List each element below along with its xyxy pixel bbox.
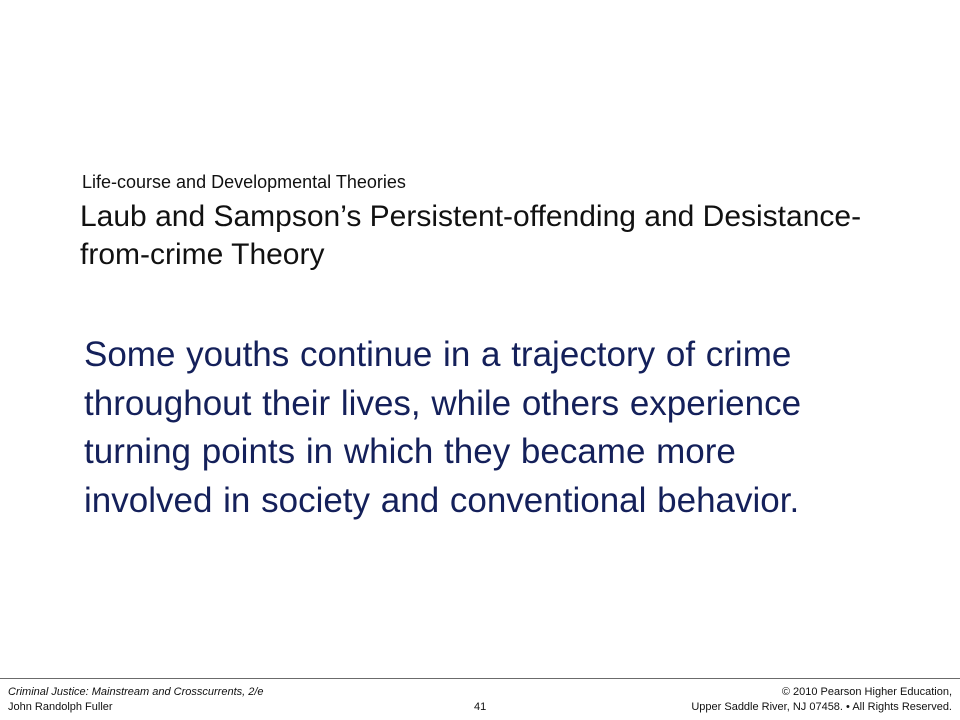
- slide-subtitle: Life-course and Developmental Theories: [82, 172, 406, 192]
- footer-book-title: Criminal Justice: Mainstream and Crosscurrents, 2/e: [8, 686, 264, 698]
- page-number: 41: [474, 701, 487, 713]
- footer-author: John Randolph Fuller: [8, 701, 113, 713]
- slide-title: Laub and Sampson’s Persistent-offending and Desistance-from-crime Theory: [80, 200, 862, 271]
- footer-divider: [0, 678, 960, 679]
- slide-body-text: Some youths continue in a trajectory of crime throughout their lives, while others experience turning points in which they became more involved in society and conventional behavior.: [84, 335, 802, 520]
- footer-copyright: [691, 685, 952, 715]
- footer-citation: [8, 685, 264, 715]
- footer-copyright-line-1: © 2010 Pearson Higher Education,: [781, 686, 952, 698]
- footer-copyright-line-2: Upper Saddle River, NJ 07458. • All Rights Reserved.: [691, 701, 952, 713]
- slide-header: [80, 170, 900, 274]
